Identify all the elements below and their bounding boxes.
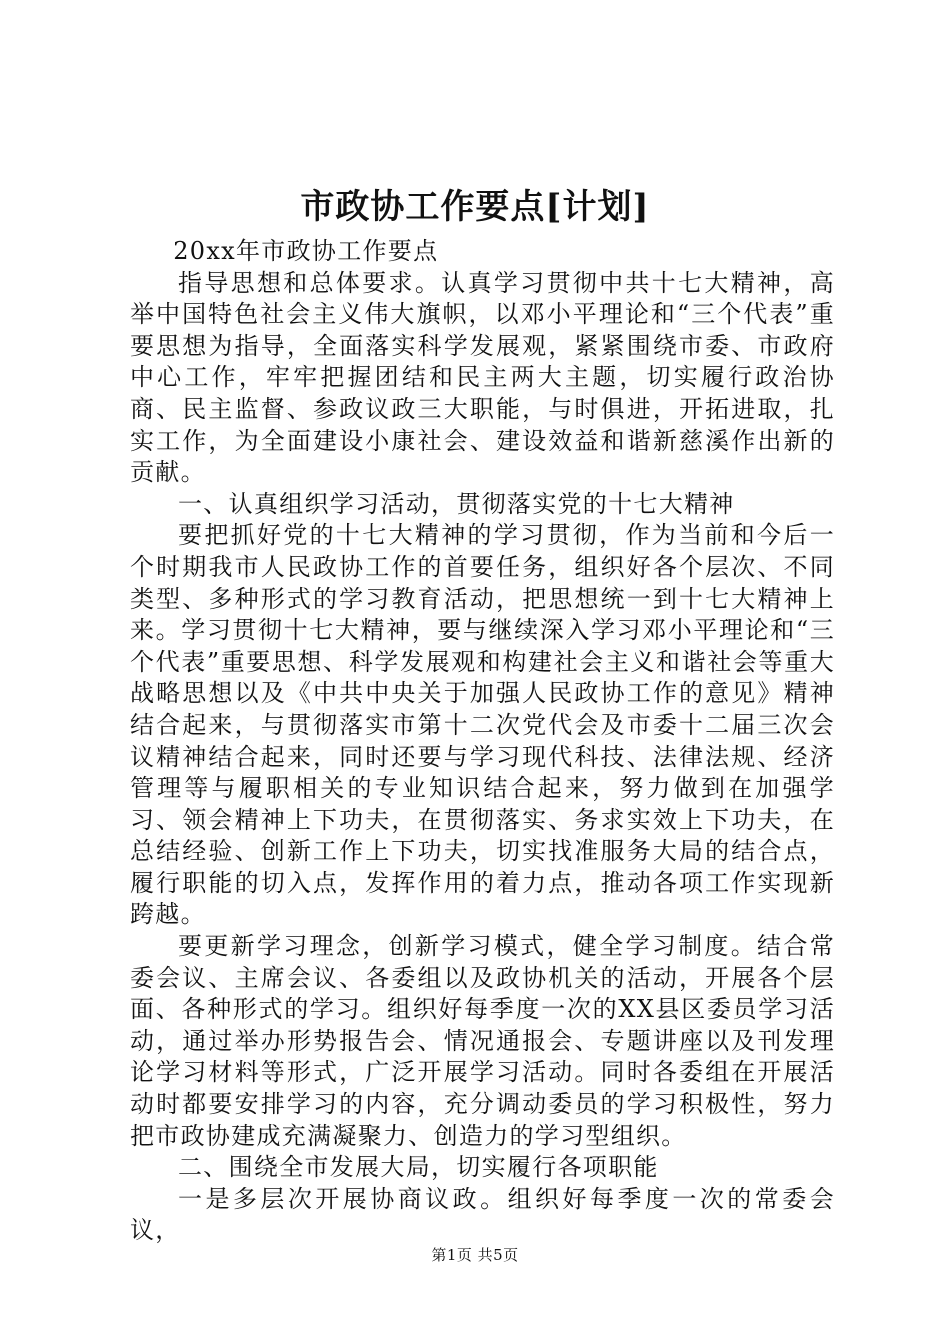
document-title: 市政协工作要点[计划] [300,187,650,227]
section-heading-one: 一、认真组织学习活动，贯彻落实党的十七大精神 [178,489,735,518]
section-heading-two: 二、围绕全市发展大局，切实履行各项职能 [178,1153,659,1182]
document-body [130,236,835,1247]
paragraph-subtitle: 20xx年市政协工作要点 [173,237,439,265]
page-number: 第1页 共5页 [431,1246,519,1264]
paragraph-study-implementation: 要把抓好党的十七大精神的学习贯彻，作为当前和今后一个时期我市人民政协工作的首要任务，组织好各个层次、不同类型、多种形式的学习教育活动，把思想统一到十七大精神上来。学习贯彻十七大精神，要与继续深入学习邓小平理论和“三个代表”重要思想、科学发展观和构建社会主义和谐社会等重大战略思想以及《中共中央关于加强人民政协工作的意见》精神结合起来，与贯彻落实市第十二次党代会及市委十二届三次会议精神结合起来，同时还要与学习现代科技、法律法规、经济管理等与履职相关的专业知识结合起来，努力做到在加强学习、领会精神上下功夫，在贯彻落实、务求实效上下功夫，在总结经验、创新工作上下功夫，切实找准服务大局的结合点，履行职能的切入点，发挥作用的着力点，推动各项工作实现新跨越。 [130,521,835,929]
paragraph-consultation: 一是多层次开展协商议政。组织好每季度一次的常委会议， [130,1184,835,1245]
paragraph-guiding-principles: 指导思想和总体要求。认真学习贯彻中共十七大精神，高举中国特色社会主义伟大旗帜，以邓小平理论和“三个代表”重要思想为指导，全面落实科学发展观，紧紧围绕市委、市政府中心工作，牢牢把握团结和民主两大主题，切实履行政治协商、民主监督、参政议政三大职能，与时俱进，开拓进取，扎实工作，为全面建设小康社会、建设效益和谐新慈溪作出新的贡献。 [130,268,835,487]
paragraph-study-mode: 要更新学习理念，创新学习模式，健全学习制度。结合常委会议、主席会议、各委组以及政协机关的活动，开展各个层面、各种形式的学习。组织好每季度一次的XX县区委员学习活动，通过举办形势报告会、情况通报会、专题讲座以及刊发理论学习材料等形式，广泛开展学习活动。同时各委组在开展活动时都要安排学习的内容，充分调动委员的学习积极性，努力把市政协建成充满凝聚力、创造力的学习型组织。 [130,932,835,1150]
